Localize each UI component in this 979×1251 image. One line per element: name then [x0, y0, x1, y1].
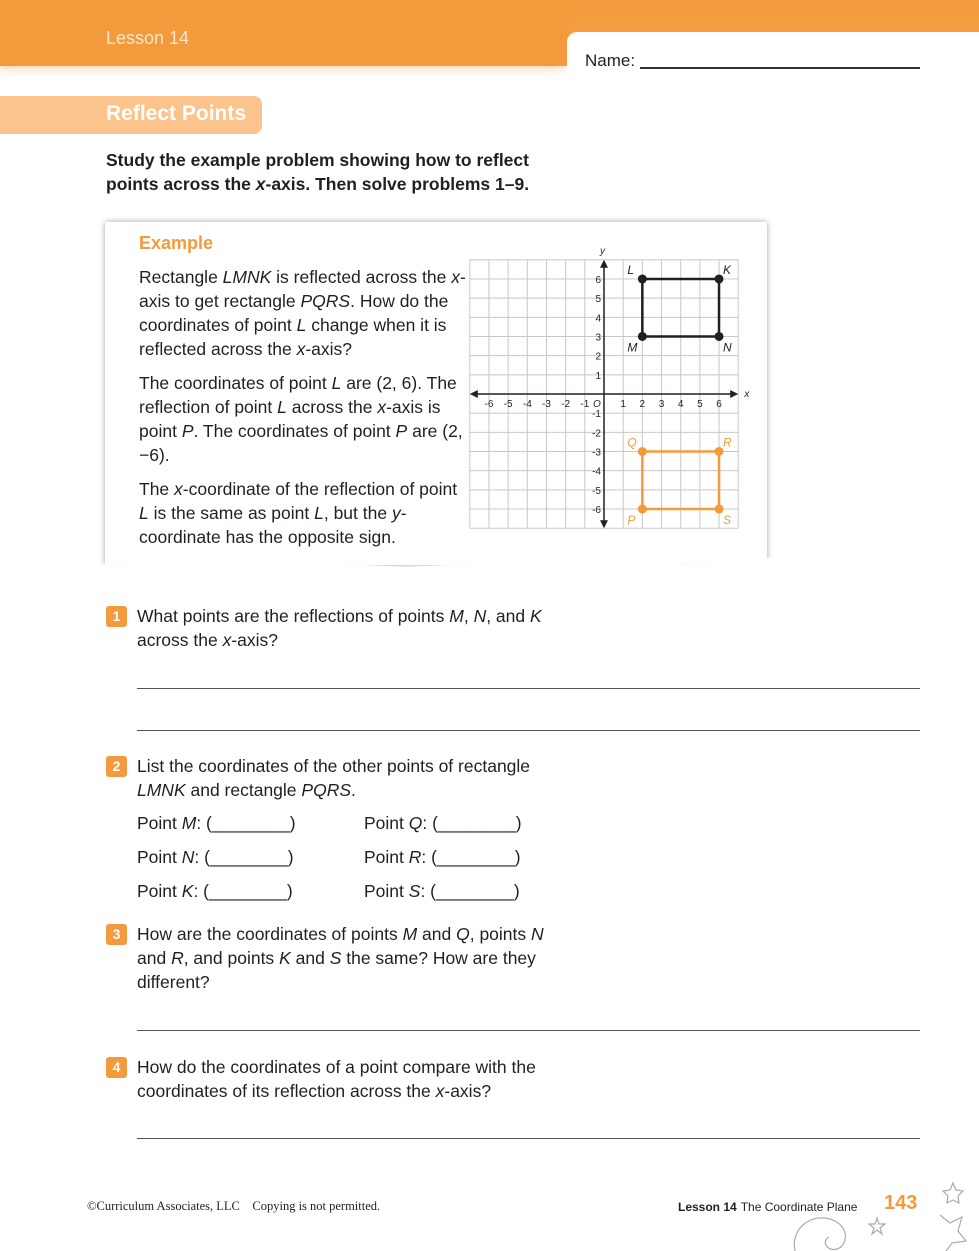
point-label-n: N	[723, 340, 732, 355]
y-tick-label: -4	[592, 466, 601, 478]
y-tick-label: -3	[592, 447, 601, 459]
text-segment: K	[530, 606, 542, 626]
text-segment: How do the coordinates of a point compare with the coordinates of its reflection across the	[137, 1057, 536, 1101]
question-text	[137, 1055, 577, 1103]
text-segment: are (2, −6).	[139, 421, 463, 465]
question-number: 4	[106, 1057, 127, 1078]
point-label-r: R	[723, 435, 732, 450]
point-field-prefix: Point	[364, 881, 409, 901]
text-segment: L	[277, 397, 287, 417]
point-field-suffix: : (________)	[422, 813, 522, 833]
answer-line[interactable]	[137, 688, 920, 689]
point-k-field[interactable]	[137, 881, 293, 902]
point-field-letter: K	[181, 881, 194, 901]
text-segment: PQRS	[300, 291, 351, 311]
text-segment: the same? How are they different?	[137, 948, 536, 992]
origin-label: O	[593, 399, 601, 410]
text-segment: are (2, 6). The reflection of point	[139, 373, 457, 417]
instructions	[106, 148, 586, 196]
question-text	[137, 754, 567, 802]
point-field-letter: R	[408, 847, 422, 867]
text-segment: change when it is reflected across the	[139, 315, 447, 359]
text-segment: L	[314, 503, 324, 523]
point-field-prefix: Point	[137, 881, 182, 901]
copyright: ©Curriculum Associates, LLC Copying is not permitted.	[87, 1199, 381, 1213]
point-field-prefix: Point	[364, 847, 409, 867]
point-m-field[interactable]	[137, 813, 296, 834]
star-icon	[943, 1183, 963, 1203]
point-field-suffix: : (________)	[193, 881, 293, 901]
text-segment: The	[139, 479, 175, 499]
name-label: Name:	[585, 51, 636, 70]
x-tick-label: -2	[561, 399, 571, 410]
lesson-label: Lesson 14	[106, 28, 190, 48]
point-q	[638, 447, 647, 456]
y-tick-label: -6	[592, 505, 601, 517]
text-segment: The coordinates of point	[139, 373, 332, 393]
x-tick-label: -1	[580, 399, 590, 410]
y-tick-label: 6	[595, 274, 601, 286]
x-axis-label: x	[744, 389, 750, 400]
text-segment: x	[435, 1081, 445, 1101]
text-segment: L	[296, 315, 307, 335]
text-segment: .	[351, 780, 356, 800]
text-segment: and rectangle	[185, 780, 302, 800]
text-segment: M	[402, 924, 418, 944]
example-paragraph	[139, 371, 469, 467]
footer-lesson-title: The Coordinate Plane	[740, 1200, 858, 1214]
text-segment: -coordinate has the opposite sign.	[139, 503, 407, 547]
text-segment: P	[181, 421, 194, 441]
text-segment: List the coordinates of the other points of rectangle	[137, 756, 531, 776]
point-field-letter: N	[181, 847, 195, 867]
x-tick-label: 1	[620, 399, 626, 410]
stars-swirl-decoration	[785, 1180, 979, 1251]
text-segment: L	[139, 503, 149, 523]
y-tick-label: 3	[595, 332, 601, 344]
point-label-l: L	[627, 262, 635, 277]
y-tick-label: -5	[592, 485, 601, 497]
text-segment: across the	[286, 397, 378, 417]
text-segment: -axis. Then solve problems 1–9.	[265, 174, 530, 194]
answer-line[interactable]	[137, 730, 920, 731]
x-tick-label: 3	[658, 399, 665, 410]
text-segment: How are the coordinates of points	[137, 924, 403, 944]
text-segment: x	[296, 339, 306, 359]
text-segment: is the same as point	[148, 503, 315, 523]
text-segment: x	[174, 479, 183, 499]
x-tick-label: -5	[503, 399, 513, 410]
star-icon	[869, 1218, 885, 1234]
text-segment: . The coordinates of point	[193, 421, 396, 441]
x-tick-label: 4	[677, 399, 684, 410]
x-tick-label: 2	[639, 399, 646, 410]
text-segment: Study the example problem showing how to reflect points across the	[106, 150, 529, 194]
text-segment: x	[222, 630, 232, 650]
point-field-letter: S	[408, 881, 421, 901]
x-tick-label: -6	[484, 399, 494, 410]
point-field-suffix: : (________)	[420, 881, 520, 901]
swirl-icon	[794, 1218, 845, 1251]
y-tick-label: 1	[595, 370, 601, 382]
point-field-prefix: Point	[137, 813, 182, 833]
text-segment: Q	[456, 924, 470, 944]
point-label-s: S	[723, 513, 732, 528]
page-title: Reflect Points	[106, 102, 247, 125]
point-l	[638, 274, 647, 283]
x-tick-label: 6	[716, 399, 722, 410]
text-segment: ,	[463, 606, 474, 626]
point-p	[638, 505, 647, 514]
text-segment: LMNK	[222, 267, 272, 287]
question-text	[137, 604, 557, 652]
text-segment: x	[451, 267, 460, 287]
y-axis-label: y	[600, 245, 605, 257]
question-text	[137, 922, 557, 994]
point-label-m: M	[627, 340, 638, 355]
text-segment: N	[531, 924, 544, 944]
question-number: 3	[106, 924, 127, 945]
answer-line[interactable]	[137, 1138, 920, 1139]
text-segment: , and points	[183, 948, 280, 968]
text-segment: -axis to get rectangle	[139, 267, 466, 311]
example-title: Example	[139, 233, 214, 253]
x-tick-label: 5	[697, 399, 703, 410]
question-number: 1	[106, 606, 127, 627]
point-label-p: P	[627, 513, 636, 528]
text-segment: and	[137, 948, 172, 968]
point-n-field[interactable]	[137, 847, 294, 868]
point-q-field[interactable]	[364, 813, 522, 834]
text-segment: . How do the coordinates of point	[139, 291, 449, 335]
y-tick-label: -1	[592, 409, 601, 421]
coordinate-plane	[460, 240, 760, 540]
text-segment: -coordinate of the reflection of point	[182, 479, 458, 499]
star-icon	[940, 1215, 966, 1251]
text-segment: LMNK	[137, 780, 186, 800]
text-segment: PQRS	[301, 780, 352, 800]
text-segment: and	[290, 948, 330, 968]
point-label-k: K	[723, 262, 732, 277]
x-tick-label: -4	[522, 399, 532, 410]
name-field[interactable]	[640, 67, 920, 69]
text-segment: -axis?	[231, 630, 279, 650]
text-segment: -axis?	[444, 1081, 492, 1101]
text-segment: K	[279, 948, 291, 968]
text-segment: N	[473, 606, 487, 626]
text-segment: -axis is point	[139, 397, 441, 441]
text-segment: , and	[486, 606, 530, 626]
page-number: 143	[884, 1192, 918, 1214]
x-tick-label: -3	[542, 399, 551, 410]
answer-line[interactable]	[137, 1030, 920, 1031]
text-segment: P	[395, 421, 408, 441]
point-s-field[interactable]	[364, 881, 520, 902]
point-m	[638, 332, 647, 341]
text-segment: y	[391, 503, 401, 523]
text-segment: -axis?	[305, 339, 353, 359]
text-segment: R	[171, 948, 184, 968]
question-number: 2	[106, 756, 127, 777]
point-field-suffix: : (________)	[421, 847, 521, 867]
example-paragraph	[139, 477, 469, 549]
y-tick-label: 2	[595, 351, 601, 363]
point-field-suffix: : (________)	[194, 847, 294, 867]
text-segment: L	[331, 373, 342, 393]
point-field-prefix: Point	[364, 813, 409, 833]
text-segment: and	[417, 924, 457, 944]
text-segment: , points	[469, 924, 532, 944]
point-field-letter: M	[181, 813, 197, 833]
point-field-suffix: : (________)	[196, 813, 296, 833]
text-segment: is reflected across the	[271, 267, 452, 287]
y-tick-label: -2	[592, 428, 601, 440]
text-segment: What points are the reflections of points	[137, 606, 450, 626]
y-tick-label: 5	[595, 294, 601, 306]
text-segment: x	[377, 397, 387, 417]
point-field-prefix: Point	[137, 847, 182, 867]
text-segment: , but the	[323, 503, 392, 523]
text-segment: M	[449, 606, 464, 626]
text-segment: across the	[137, 630, 223, 650]
text-segment: S	[329, 948, 342, 968]
y-tick-label: 4	[595, 313, 601, 325]
point-field-letter: Q	[408, 813, 423, 833]
point-r-field[interactable]	[364, 847, 521, 868]
text-segment: Rectangle	[139, 267, 223, 287]
footer-lesson-number: Lesson 14	[678, 1200, 737, 1214]
lesson-banner	[0, 0, 567, 66]
point-label-q: Q	[627, 435, 637, 450]
example-paragraph	[139, 265, 469, 361]
text-segment: x	[255, 174, 266, 194]
